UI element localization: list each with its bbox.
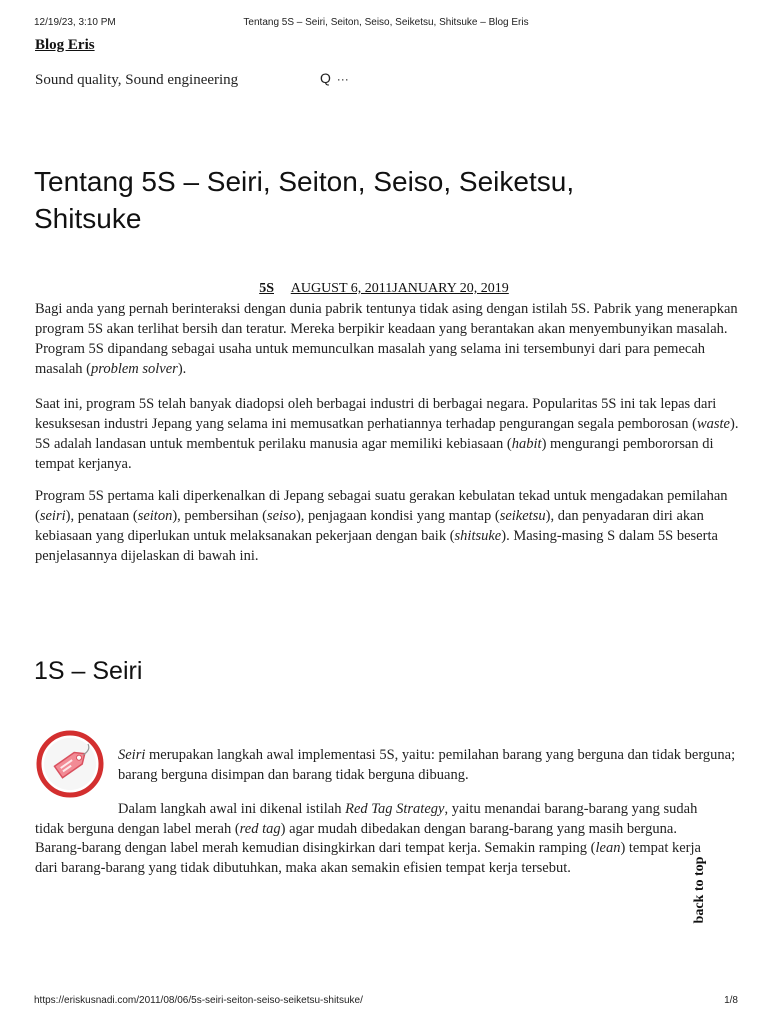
print-footer bbox=[34, 995, 738, 1006]
red-tag-icon bbox=[36, 730, 104, 798]
post-dates-link[interactable]: AUGUST 6, 2011JANUARY 20, 2019 bbox=[290, 281, 509, 296]
red-tag-text-b: , yaitu menandai barang-barang yang sudah tidak berguna dengan label merah ( bbox=[35, 801, 698, 837]
adoption-em-waste: waste bbox=[696, 416, 730, 432]
post-title: Tentang 5S – Seiri, Seiton, Seiso, Seiketsu, Shitsuke bbox=[34, 166, 575, 234]
origin-em-seiso: seiso bbox=[266, 508, 296, 524]
seiri-term: Seiri bbox=[118, 747, 146, 763]
post-meta bbox=[0, 281, 768, 297]
seiri-definition-paragraph bbox=[118, 745, 738, 785]
intro-text: Bagi anda yang pernah berinteraksi dengan dunia pabrik tentunya tidak asing dengan istilah 5S. Pabrik yang menerapkan program 5S akan terlihat bersih dan teratur. Mereka berpikir keadaan yang berantakan akan menyembunyikan masalah. Program 5S dipandang sebagai usaha untuk memunculkan masalah yang selama ini tersembunyi dari para pemecah masalah ( bbox=[35, 301, 738, 377]
print-header bbox=[34, 17, 738, 31]
back-to-top-link[interactable] bbox=[688, 840, 712, 940]
search-icon[interactable]: Q bbox=[320, 70, 331, 86]
origin-paragraph bbox=[35, 486, 740, 566]
adoption-text-c: ) mengurangi pembororsan di tempat kerjanya. bbox=[35, 436, 714, 472]
header-actions bbox=[320, 70, 349, 86]
intro-end: ). bbox=[177, 361, 187, 377]
red-tag-strategy-term: Red Tag Strategy bbox=[345, 801, 445, 817]
red-tag-term: red tag bbox=[239, 820, 281, 837]
origin-em-shitsuke: shitsuke bbox=[454, 528, 502, 544]
origin-em-seiketsu: seiketsu bbox=[499, 508, 546, 524]
adoption-em-habit: habit bbox=[511, 436, 542, 452]
red-tag-text-d: ) tempat kerja dari barang-barang yang tidak dibutuhkan, maka akan semakin efisien tempat kerja tersebut. bbox=[35, 840, 701, 876]
origin-text-e: ), dan penyadaran diri akan kebiasaan yang diperlukan untuk melaksanakan pekerjaan dengan baik ( bbox=[35, 508, 704, 544]
origin-text-d: ), penjagaan kondisi yang mantap ( bbox=[295, 508, 500, 524]
print-url: https://eriskusnadi.com/2011/08/06/5s-seiri-seiton-seiso-seiketsu-shitsuke/ bbox=[34, 995, 363, 1006]
section-heading-seiri: 1S – Seiri bbox=[34, 657, 143, 685]
lean-term: lean bbox=[595, 840, 621, 856]
adoption-paragraph bbox=[35, 394, 740, 474]
adoption-text-a: Saat ini, program 5S telah banyak diadopsi oleh berbagai industri di berbagai negara. Popularitas 5S ini tak lepas dari kesuksesan industri Jepang yang selama ini memusatkan perhatiannya terhadap pengurangan segala pemborosan ( bbox=[35, 396, 717, 432]
post-category-link[interactable]: 5S bbox=[259, 281, 274, 296]
red-tag-text-c: ) agar mudah dibedakan dengan barang-barang yang masih berguna. Barang-barang dengan label merah kemudian disingkirkan dari tempat kerja. Semakin ramping ( bbox=[35, 820, 677, 856]
red-tag-text-a: Dalam langkah awal ini dikenal istilah bbox=[118, 801, 346, 817]
back-to-top-label: back to top bbox=[692, 856, 707, 924]
origin-text-b: ), penataan ( bbox=[65, 508, 138, 524]
red-tag-paragraph bbox=[35, 800, 715, 878]
print-page-number: 1/8 bbox=[724, 995, 738, 1006]
adoption-text-b: ). 5S adalah landasan untuk membentuk perilaku manusia agar memiliki kebiasaan ( bbox=[35, 416, 739, 452]
origin-em-seiton: seiton bbox=[137, 508, 173, 524]
origin-text-c: ), pembersihan ( bbox=[172, 508, 267, 524]
intro-paragraph bbox=[35, 299, 740, 379]
origin-text-a: Program 5S pertama kali diperkenalkan di Jepang sebagai suatu gerakan kebulatan tekad untuk mengadakan pemilahan ( bbox=[35, 488, 728, 524]
site-title-link[interactable]: Blog Eris bbox=[35, 37, 95, 53]
seiri-definition-text: merupakan langkah awal implementasi 5S, yaitu: pemilahan barang yang berguna dan tidak berguna; barang berguna disimpan dan barang tidak berguna dibuang. bbox=[118, 747, 736, 783]
print-datetime: 12/19/23, 3:10 PM bbox=[34, 17, 116, 28]
intro-emphasis: problem solver bbox=[90, 361, 178, 377]
origin-text-f: ). Masing-masing S dalam 5S beserta penjelasannya dijelaskan di bawah ini. bbox=[35, 528, 718, 564]
print-doc-title: Tentang 5S – Seiri, Seiton, Seiso, Seiketsu, Shitsuke – Blog Eris bbox=[243, 17, 529, 28]
site-tagline: Sound quality, Sound engineering bbox=[35, 72, 239, 88]
more-icon[interactable]: ··· bbox=[336, 72, 349, 86]
origin-em-seiri: seiri bbox=[39, 508, 66, 524]
